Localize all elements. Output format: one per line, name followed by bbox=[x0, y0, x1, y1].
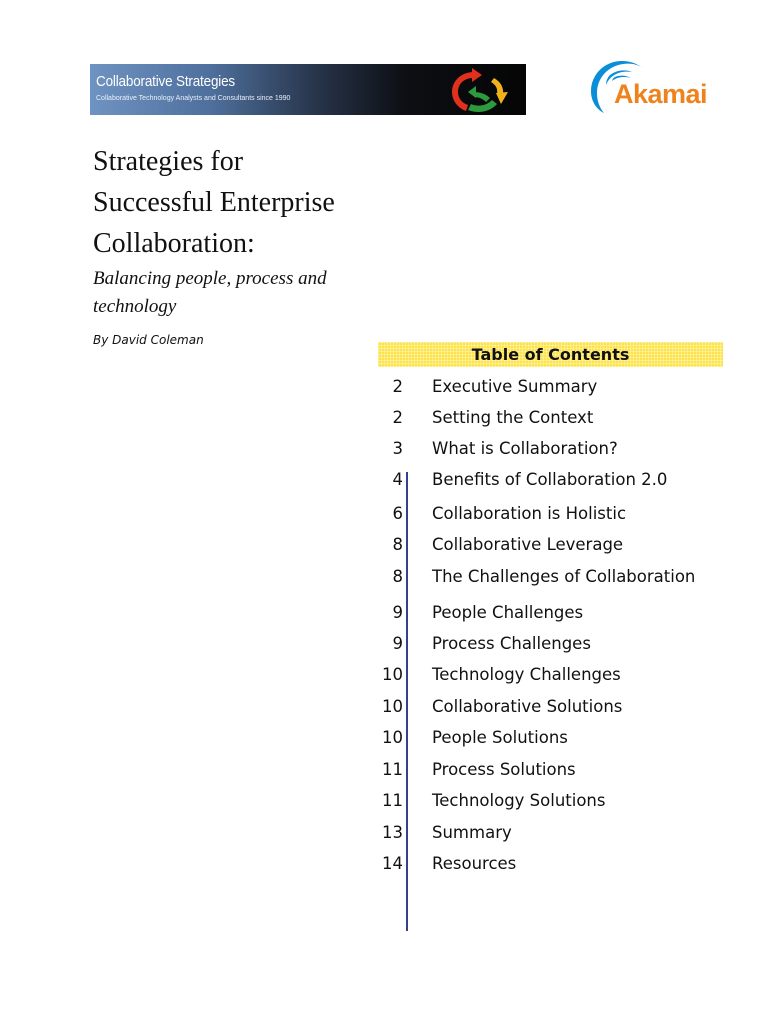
toc-item-label: Process Challenges bbox=[432, 634, 591, 653]
toc-page-number: 4 bbox=[392, 470, 403, 489]
title-line: Successful Enterprise bbox=[93, 187, 335, 218]
toc-page-number: 2 bbox=[392, 408, 403, 427]
toc-item[interactable] bbox=[378, 533, 723, 557]
toc-item-label: People Challenges bbox=[432, 603, 584, 622]
toc-item-label: People Solutions bbox=[432, 728, 568, 747]
toc-item-label: What is Collaboration? bbox=[432, 439, 618, 458]
banner-tagline: Collaborative Technology Analysts and Consultants since 1990 bbox=[96, 95, 291, 102]
toc-item-label: The Challenges of Collaboration bbox=[432, 567, 696, 586]
document-subtitle bbox=[93, 265, 383, 321]
toc-item[interactable] bbox=[378, 726, 723, 750]
toc-item-label: Technology Solutions bbox=[432, 791, 606, 810]
toc-item-label: Process Solutions bbox=[432, 760, 576, 779]
toc-item[interactable] bbox=[378, 663, 723, 687]
document-title bbox=[93, 141, 393, 264]
circular-arrows-logo-icon bbox=[438, 64, 518, 115]
title-line: Collaboration: bbox=[93, 228, 255, 259]
toc-heading: Table of Contents bbox=[378, 342, 723, 367]
toc-page-number: 10 bbox=[382, 728, 403, 747]
toc-item[interactable] bbox=[378, 468, 723, 492]
toc-page-number: 11 bbox=[382, 791, 403, 810]
toc-item[interactable] bbox=[378, 502, 723, 526]
toc-item[interactable] bbox=[378, 565, 723, 589]
banner-title: Collaborative Strategies bbox=[96, 73, 236, 90]
toc-item-label: Technology Challenges bbox=[432, 665, 621, 684]
toc-item[interactable] bbox=[378, 789, 723, 813]
toc-item[interactable] bbox=[378, 632, 723, 656]
toc-item-label: Summary bbox=[432, 823, 512, 842]
author-byline: By David Coleman bbox=[93, 333, 204, 347]
toc-page-number: 14 bbox=[382, 854, 403, 873]
toc-item[interactable] bbox=[378, 437, 723, 461]
toc-item[interactable] bbox=[378, 406, 723, 430]
toc-page-number: 9 bbox=[392, 634, 403, 653]
title-line: Strategies for bbox=[93, 146, 244, 177]
toc-item-label: Resources bbox=[432, 854, 517, 873]
toc-page-number: 10 bbox=[382, 697, 403, 716]
toc-page-number: 3 bbox=[392, 439, 403, 458]
toc-page-number: 8 bbox=[392, 535, 403, 554]
toc-page-number: 11 bbox=[382, 760, 403, 779]
toc-page-number: 8 bbox=[392, 567, 403, 586]
toc-page-number: 10 bbox=[382, 665, 403, 684]
toc-item-label: Collaboration is Holistic bbox=[432, 504, 627, 523]
toc-item-label: Executive Summary bbox=[432, 377, 598, 396]
collaborative-strategies-banner bbox=[90, 64, 526, 115]
subtitle-line: Balancing people, process and bbox=[93, 268, 327, 289]
toc-item-label: Collaborative Leverage bbox=[432, 535, 624, 554]
toc-item[interactable] bbox=[378, 695, 723, 719]
toc-item[interactable] bbox=[378, 375, 723, 399]
toc-page-number: 2 bbox=[392, 377, 403, 396]
toc-page-number: 6 bbox=[392, 504, 403, 523]
toc-item[interactable] bbox=[378, 601, 723, 625]
toc-item[interactable] bbox=[378, 758, 723, 782]
subtitle-line: technology bbox=[93, 296, 177, 317]
toc-item-label: Setting the Context bbox=[432, 408, 594, 427]
toc-page-number: 9 bbox=[392, 603, 403, 622]
toc-item-label: Collaborative Solutions bbox=[432, 697, 623, 716]
toc-item-label: Benefits of Collaboration 2.0 bbox=[432, 470, 668, 489]
toc-page-number: 13 bbox=[382, 823, 403, 842]
toc-item[interactable] bbox=[378, 821, 723, 845]
toc-item[interactable] bbox=[378, 852, 723, 876]
akamai-wordmark: Akamai bbox=[614, 79, 708, 109]
